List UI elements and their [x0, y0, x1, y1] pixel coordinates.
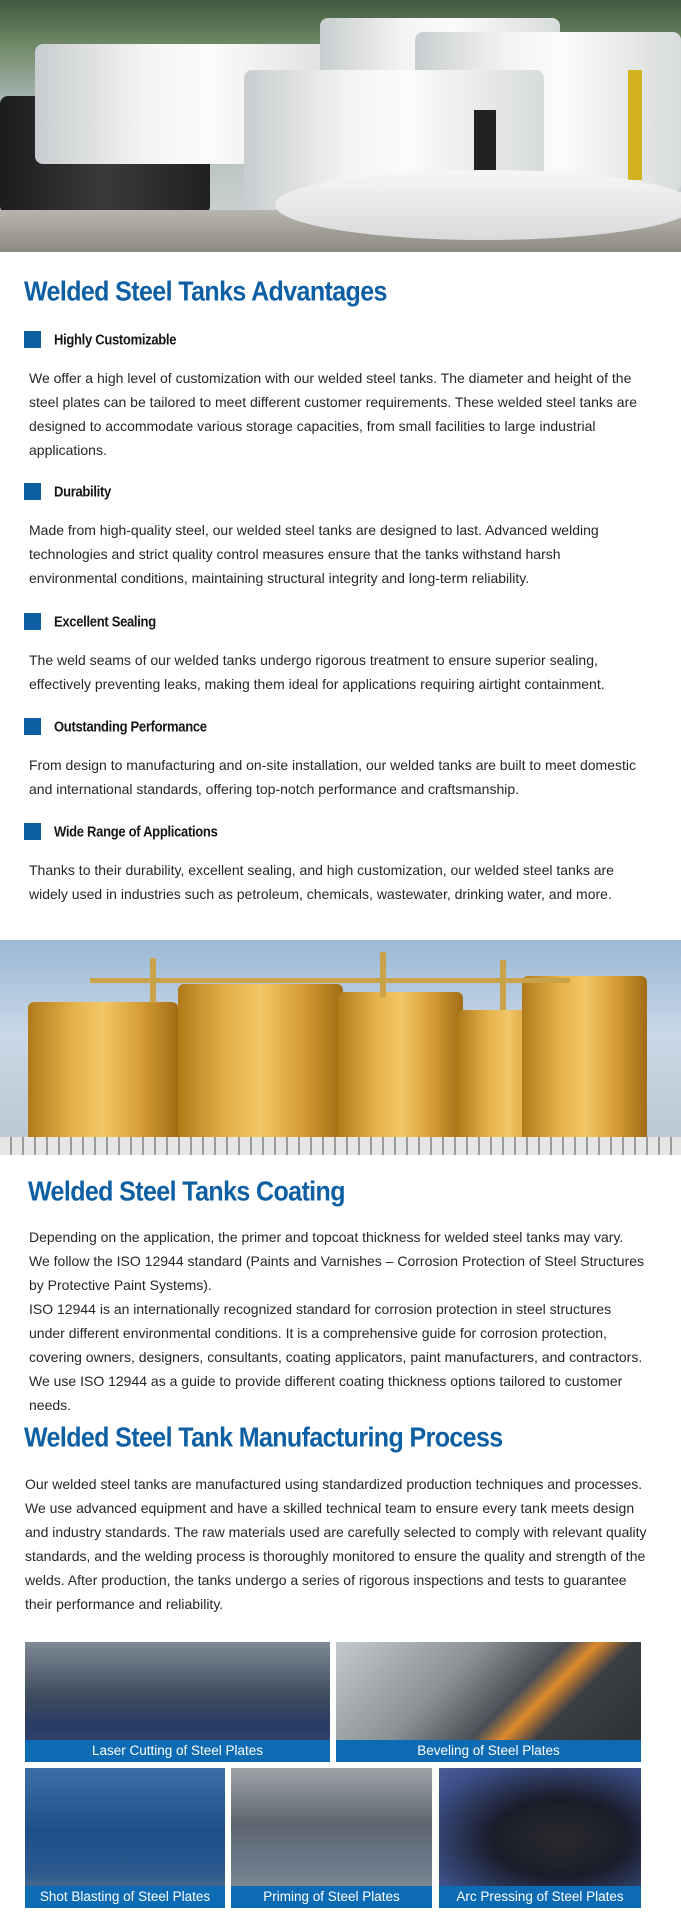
square-bullet-icon [24, 613, 41, 630]
advantage-heading-row [24, 822, 218, 840]
process-photo [25, 1768, 225, 1908]
advantage-heading-row [24, 717, 207, 735]
hero-tank-farm-image [0, 0, 681, 252]
advantage-text: We offer a high level of customization with our welded steel tanks. The diameter and height of the steel plates can be tailored to meet different customer requirements. These welded steel tanks are designed to accommodate various storage capacities, from small facilities to large industrial applications. [29, 370, 638, 458]
photo-caption: Shot Blasting of Steel Plates [25, 1886, 225, 1908]
fence-shape [0, 1137, 681, 1155]
coating-text [29, 1225, 649, 1417]
coating-paragraph: We follow the ISO 12944 standard (Paints and Varnishes – Corrosion Protection of Steel Structures by Protective Paint Systems). [29, 1253, 645, 1293]
yellow-tank-shape [338, 992, 463, 1142]
advantage-heading-row [24, 330, 176, 348]
yellow-tank-shape [522, 976, 647, 1142]
process-text: Our welded steel tanks are manufactured using standardized production techniques and processes. We use advanced equipment and have a skilled technical team to ensure every tank meets design and industry standards. The raw materials used are carefully selected to comply with relevant quality standards, and the welding process is thoroughly monitored to ensure the quality and strength of the welds. After production, the tanks undergo a series of rigorous inspections and tests to guarantee their performance and reliability. [25, 1476, 647, 1612]
advantages-title: Welded Steel Tanks Advantages [24, 276, 387, 308]
advantage-heading: Outstanding Performance [54, 717, 207, 735]
photo-caption: Arc Pressing of Steel Plates [439, 1886, 641, 1908]
advantage-heading: Durability [54, 482, 111, 500]
advantage-text: Thanks to their durability, excellent sealing, and high customization, our welded steel tanks are widely used in industries such as petroleum, chemicals, wastewater, drinking water, and more. [29, 862, 614, 902]
pipe-shape [90, 978, 570, 983]
process-photo [336, 1642, 641, 1762]
pipe-shape [150, 958, 156, 1003]
square-bullet-icon [24, 718, 41, 735]
coating-title: Welded Steel Tanks Coating [28, 1176, 345, 1208]
advantage-heading: Excellent Sealing [54, 612, 156, 630]
tank-roof-shape [275, 170, 681, 240]
yellow-tanks-image [0, 940, 681, 1155]
advantage-heading: Wide Range of Applications [54, 822, 218, 840]
photo-caption: Priming of Steel Plates [231, 1886, 432, 1908]
square-bullet-icon [24, 823, 41, 840]
advantage-heading-row [24, 612, 156, 630]
pipe-shape [380, 952, 386, 997]
advantage-heading-row [24, 482, 111, 500]
process-title: Welded Steel Tank Manufacturing Process [24, 1422, 503, 1454]
photo-caption: Beveling of Steel Plates [336, 1740, 641, 1762]
coating-paragraph: Depending on the application, the primer and topcoat thickness for welded steel tanks may vary. [29, 1229, 624, 1245]
advantage-text: Made from high-quality steel, our welded steel tanks are designed to last. Advanced welding technologies and strict quality control measures ensure that the tanks withstand harsh environmental conditions, maintaining structural integrity and long-term reliability. [29, 522, 599, 586]
process-photo [231, 1768, 432, 1908]
process-photo [439, 1768, 641, 1908]
yellow-tank-shape [28, 1002, 178, 1142]
square-bullet-icon [24, 483, 41, 500]
process-photo [25, 1642, 330, 1762]
advantage-heading: Highly Customizable [54, 330, 177, 348]
advantage-text: From design to manufacturing and on-site installation, our welded tanks are built to meet domestic and international standards, offering top-notch performance and craftsmanship. [29, 757, 636, 797]
yellow-tank-shape [178, 984, 343, 1142]
tank-pipe-shape [628, 70, 642, 180]
pipe-shape [500, 960, 506, 1010]
coating-paragraph: ISO 12944 is an internationally recognized standard for corrosion protection in steel structures under different environmental conditions. It is a comprehensive guide for corrosion protection, covering owners, designers, consultants, coating applicators, paint manufacturers, and contractors. We use ISO 12944 as a guide to provide different coating thickness options tailored to customer needs. [29, 1301, 643, 1413]
advantage-text: The weld seams of our welded tanks undergo rigorous treatment to ensure superior sealing, effectively preventing leaks, making them ideal for applications requiring airtight containment. [29, 652, 605, 692]
photo-caption: Laser Cutting of Steel Plates [25, 1740, 330, 1762]
square-bullet-icon [24, 331, 41, 348]
